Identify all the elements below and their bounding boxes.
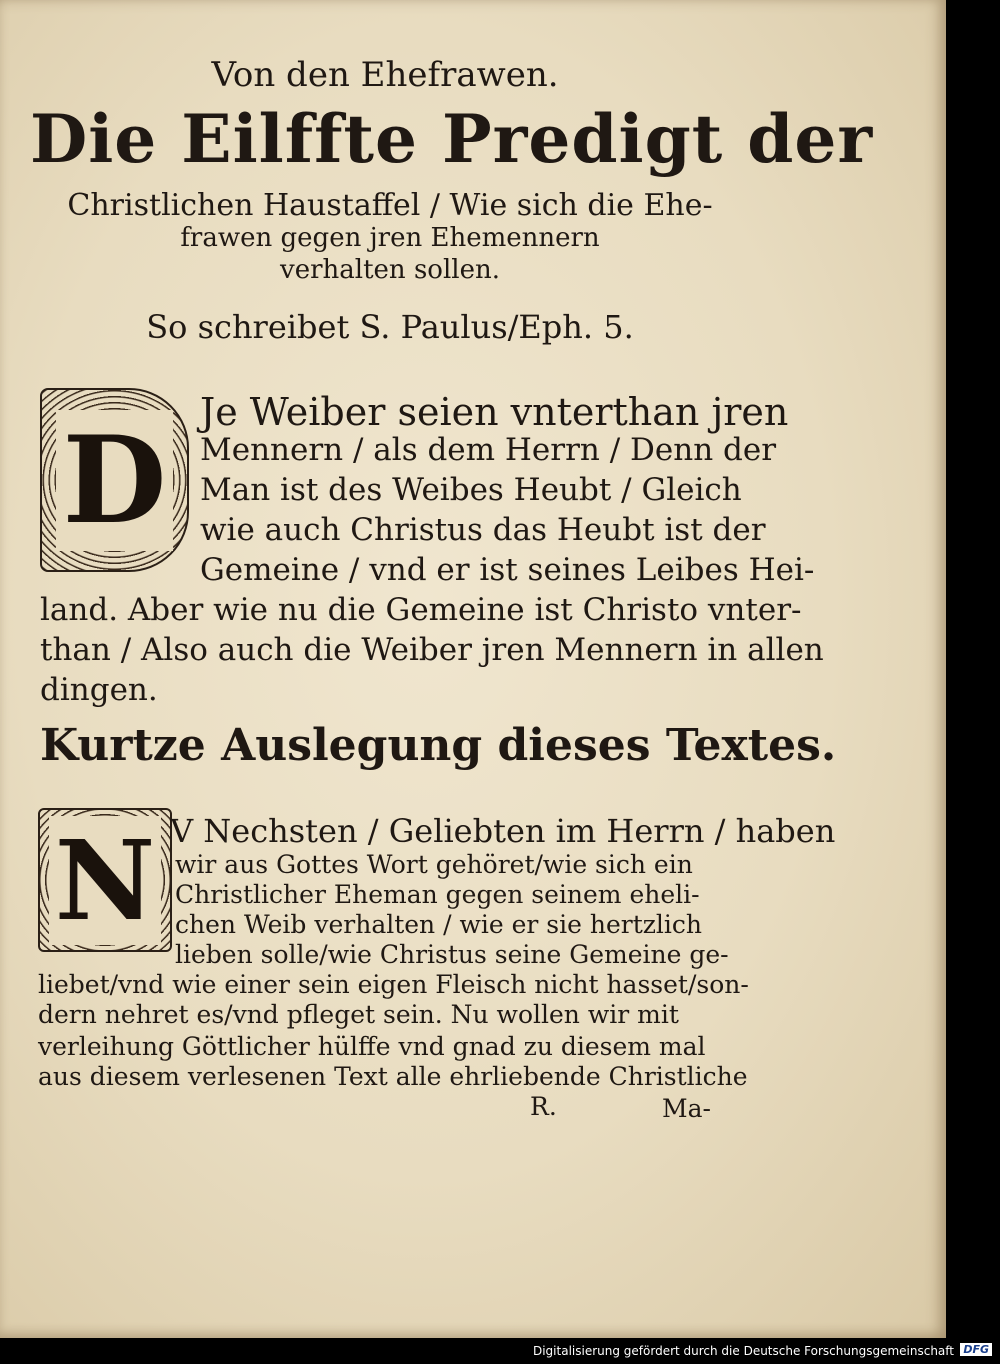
body-line: chen Weib verhalten / wie er sie hertzlich	[175, 910, 703, 939]
decorated-initial-n: N	[38, 808, 172, 952]
scripture-line: than / Also auch die Weiber jren Mennern in allen	[40, 632, 824, 668]
scripture-line: dingen.	[40, 672, 158, 708]
sermon-title: Die Eilffte Predigt der	[30, 100, 874, 178]
subtitle-line: Christlichen Haustaffel / Wie sich die Ehe-	[67, 188, 713, 223]
body-line: verleihung Göttlicher hülffe vnd gnad zu diesem mal	[38, 1032, 706, 1061]
digitization-footer	[0, 1338, 1000, 1364]
dfg-logo[interactable]: DFG	[960, 1343, 992, 1356]
running-head: Von den Ehefrawen.	[211, 55, 559, 95]
scripture-line: land. Aber wie nu die Gemeine ist Christo vnter-	[40, 592, 802, 628]
catchword: Ma-	[662, 1094, 711, 1123]
body-line: liebet/vnd wie einer sein eigen Fleisch nicht hasset/son-	[38, 970, 749, 999]
body-line: aus diesem verlesenen Text alle ehrliebende Christliche	[38, 1062, 748, 1091]
scripture-citation: So schreibet S. Paulus/Eph. 5.	[146, 308, 634, 346]
scripture-line: Je Weiber seien vnterthan jren	[200, 390, 789, 434]
section-heading: Kurtze Auslegung dieses Textes.	[40, 720, 837, 771]
subtitle-line: frawen gegen jren Ehemennern	[180, 223, 600, 253]
body-line: Christlicher Eheman gegen seinem eheli-	[175, 880, 700, 909]
scripture-line: Man ist des Weibes Heubt / Gleich	[200, 472, 742, 508]
signature-mark: R.	[530, 1092, 557, 1121]
body-line: dern nehret es/vnd pfleget sein. Nu wollen wir mit	[38, 1000, 679, 1029]
body-line: lieben solle/wie Christus seine Gemeine ge-	[175, 940, 729, 969]
scripture-line: Gemeine / vnd er ist seines Leibes Hei-	[200, 552, 815, 588]
body-line: V Nechsten / Geliebten im Herrn / haben	[170, 812, 836, 850]
funding-credit: Digitalisierung gefördert durch die Deutsche Forschungsgemeinschaft	[532, 1344, 954, 1358]
scripture-line: Mennern / als dem Herrn / Denn der	[200, 432, 777, 468]
decorated-initial-d: D	[40, 388, 189, 572]
subtitle-line: verhalten sollen.	[280, 255, 500, 285]
body-line: wir aus Gottes Wort gehöret/wie sich ein	[175, 850, 693, 879]
scripture-line: wie auch Christus das Heubt ist der	[200, 512, 766, 548]
